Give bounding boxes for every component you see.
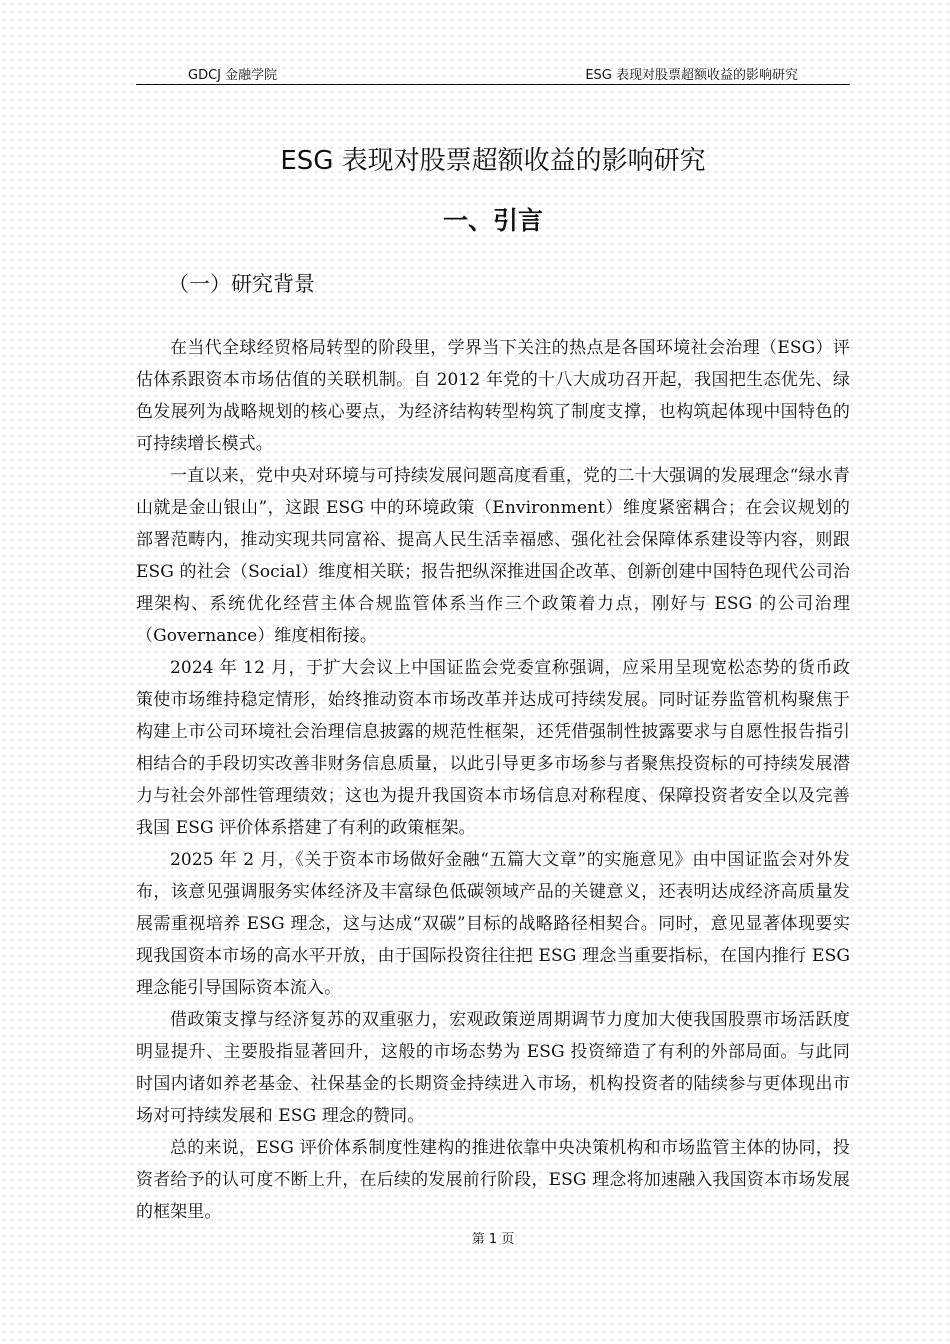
header-institution: GDCJ 金融学院 xyxy=(188,68,278,83)
paragraph: 总的来说，ESG 评价体系制度性建构的推进依靠中央决策机构和市场监管主体的协同，投资者给予的认可度不断上升，在后续的发展前行阶段，ESG 理念将加速融入我国资本市场发展的框架里。 xyxy=(136,1138,850,1222)
document-title: ESG 表现对股票超额收益的影响研究 xyxy=(280,146,706,176)
paragraph: 一直以来，党中央对环境与可持续发展问题高度看重，党的二十大强调的发展理念“绿水青山就是金山银山”，这跟 ESG 中的环境政策（Environment）维度紧密耦合；在会议规划的部署范畴内，推动实现共同富裕、提高人民生活幸福感、强化社会保障体系建设等内容，则跟 ESG 的社会（Social）维度相关联；报告把纵深推进国企改革、创新创建中国特色现代公司治理架构、系统优化经营主体合规监管体系当作三个政策着力点，刚好与 ESG 的公司治理（Governance）维度相衔接。 xyxy=(136,466,850,646)
page-number: 第 1 页 xyxy=(471,1232,515,1247)
body-text xyxy=(136,332,850,1228)
paragraph: 2024 年 12 月，于扩大会议上中国证监会党委宣称强调，应采用呈现宽松态势的货币政策使市场维持稳定情形，始终推动资本市场改革并达成可持续发展。同时证券监管机构聚焦于构建上市公司环境社会治理信息披露的规范性框架，还凭借强制性披露要求与自愿性报告指引相结合的手段切实改善非财务信息质量，以此引导更多市场参与者聚焦投资标的可持续发展潜力与社会外部性管理绩效；这也为提升我国资本市场信息对称程度、保障投资者安全以及完善我国 ESG 评价体系搭建了有利的政策框架。 xyxy=(136,658,850,838)
page-header xyxy=(136,64,850,85)
paragraph: 在当代全球经贸格局转型的阶段里，学界当下关注的热点是各国环境社会治理（ESG）评估体系跟资本市场估值的关联机制。自 2012 年党的十八大成功召开起，我国把生态优先、绿色发展列为战略规划的核心要点，为经济结构转型构筑了制度支撑，也构筑起体现中国特色的可持续增长模式。 xyxy=(136,338,850,454)
section-heading: 一、引言 xyxy=(442,206,543,235)
header-running-title: ESG 表现对股票超额收益的影响研究 xyxy=(585,68,798,83)
paragraph: 借政策支撑与经济复苏的双重驱力，宏观政策逆周期调节力度加大使我国股票市场活跃度明显提升、主要股指显著回升，这般的市场态势为 ESG 投资缔造了有利的外部局面。与此同时国内诸如养老基金、社保基金的长期资金持续进入市场，机构投资者的陆续参与更体现出市场对可持续发展和 ESG 理念的赞同。 xyxy=(136,1010,850,1126)
paragraph: 2025 年 2 月，《关于资本市场做好金融“五篇大文章”的实施意见》由中国证监会对外发布，该意见强调服务实体经济及丰富绿色低碳领域产品的关键意义，还表明达成经济高质量发展需重视培养 ESG 理念，这与达成“双碳”目标的战略路径相契合。同时，意见显著体现要实现我国资本市场的高水平开放，由于国际投资往往把 ESG 理念当重要指标，在国内推行 ESG 理念能引导国际资本流入。 xyxy=(136,850,850,998)
subsection-heading: （一）研究背景 xyxy=(168,272,315,296)
